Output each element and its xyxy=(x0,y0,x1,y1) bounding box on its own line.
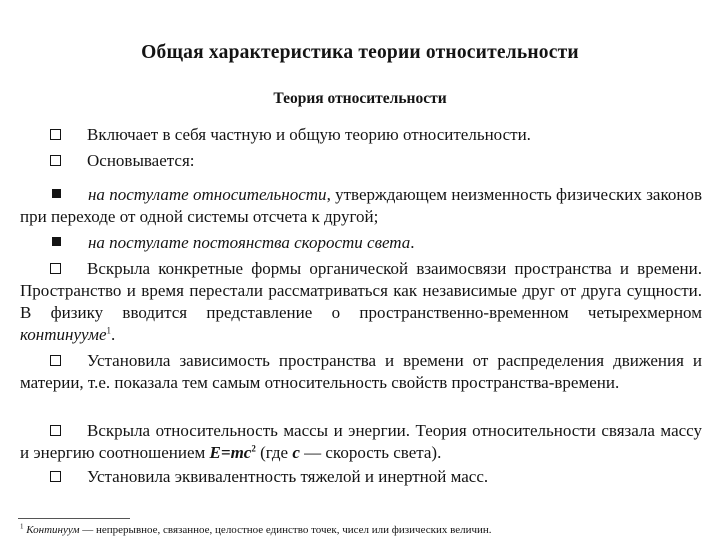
list-item-5-tail: — скорость света). xyxy=(299,443,442,462)
square-bullet-icon xyxy=(52,237,61,246)
square-bullet-icon xyxy=(52,189,61,198)
footnote-divider xyxy=(18,518,130,519)
formula-exponent: 2 xyxy=(251,443,256,454)
list-item-2 xyxy=(20,150,702,172)
list-item-3-term: континууме xyxy=(20,325,107,344)
list-item-5 xyxy=(20,420,702,464)
checkbox-bullet-icon xyxy=(50,129,61,140)
list-item-4 xyxy=(20,350,702,394)
sub-item-2-italic: на постулате постоянства скорости света xyxy=(88,233,411,252)
sub-item-2-end: . xyxy=(410,233,415,252)
list-item-6-text: Установила эквивалентность тяжелой и инертной масс. xyxy=(87,467,489,486)
sub-item-1-italic: на постулате относительности xyxy=(88,185,327,204)
sub-item-1-text: , утверждающем неизменность физических законов при переходе от одной системы отсчета к другой; xyxy=(20,185,702,226)
sub-item-2 xyxy=(20,232,702,254)
checkbox-bullet-icon xyxy=(50,471,61,482)
list-item-3-end: . xyxy=(111,325,116,344)
list-item-5-paren: (где xyxy=(255,443,293,462)
page-title: Общая характеристика теории относительности xyxy=(141,42,579,63)
list-item-4-text: Установила зависимость пространства и времени от распределения движения и материи, т.е. показала тем самым относительность свойств пространства-времени. xyxy=(20,351,702,392)
formula: E=mc xyxy=(209,443,252,462)
list-item-3 xyxy=(20,258,702,346)
section-subtitle: Теория относительности xyxy=(273,90,447,107)
checkbox-bullet-icon xyxy=(50,155,61,166)
speed-symbol: с xyxy=(292,443,300,462)
footnote xyxy=(20,524,710,537)
list-item-1-text: Включает в себя частную и общую теорию относительности. xyxy=(87,125,531,144)
list-item-3-text: Вскрыла конкретные формы органической взаимосвязи пространства и времени. Пространство и время перестали рассматриваться как независимые друг от друга сущности. В физику вводится представление о пространственно-временном четырехмерном xyxy=(20,259,702,322)
checkbox-bullet-icon xyxy=(50,355,61,366)
footnote-text: — непрерывное, связанное, целостное единство точек, чисел или физических величин. xyxy=(79,524,492,536)
sub-item-1 xyxy=(20,184,702,228)
checkbox-bullet-icon xyxy=(50,263,61,274)
list-item-6 xyxy=(20,466,702,488)
footnote-ref: 1 xyxy=(106,325,112,336)
list-item-5-text: Вскрыла относительность массы и энергии. Теория относительности связала массу и энергию соотношением xyxy=(20,421,702,462)
footnote-term: Континуум xyxy=(26,524,80,536)
list-item-2-text: Основывается: xyxy=(87,151,195,170)
checkbox-bullet-icon xyxy=(50,425,61,436)
footnote-number: 1 xyxy=(20,522,24,531)
list-item-1 xyxy=(20,124,702,146)
